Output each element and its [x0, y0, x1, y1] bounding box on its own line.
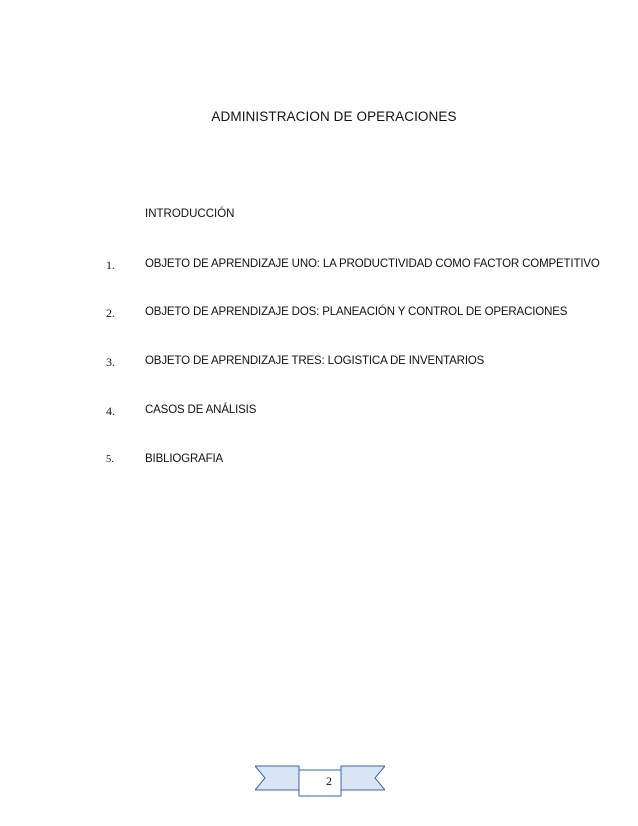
toc-item — [0, 453, 638, 469]
toc-item-number: 3. — [106, 355, 115, 369]
toc-item — [0, 306, 638, 322]
toc-item-text: CASOS DE ANÁLISIS — [145, 404, 257, 416]
toc-item — [0, 258, 638, 274]
toc-item — [0, 404, 638, 420]
document-title: ADMINISTRACION DE OPERACIONES — [211, 109, 457, 124]
toc-item-text: BIBLIOGRAFIA — [145, 453, 224, 465]
toc-item — [0, 355, 638, 371]
toc-item-number: 4. — [106, 404, 115, 418]
toc-item-text: OBJETO DE APRENDIZAJE UNO: LA PRODUCTIVIDAD COMO FACTOR COMPETITIVO — [145, 258, 600, 270]
toc-item-number: 5. — [106, 454, 114, 465]
toc-item-number: 1. — [106, 258, 115, 272]
toc-item-text: OBJETO DE APRENDIZAJE TRES: LOGISTICA DE INVENTARIOS — [145, 355, 485, 367]
toc-item-number: 2. — [106, 306, 115, 320]
toc-introduction: INTRODUCCIÓN — [145, 208, 235, 220]
ribbon-left-tail — [255, 766, 299, 790]
toc-item-text: OBJETO DE APRENDIZAJE DOS: PLANEACIÓN Y CONTROL DE OPERACIONES — [145, 306, 568, 318]
page-number: 2 — [326, 774, 332, 788]
